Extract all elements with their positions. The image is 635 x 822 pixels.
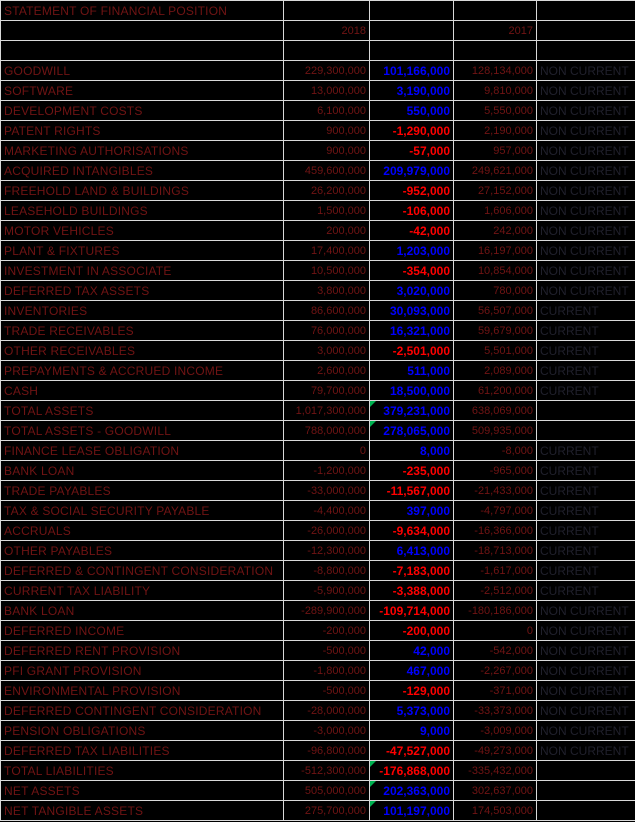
cell-value-2017[interactable]: 27,152,000 bbox=[454, 181, 537, 201]
cell-value-2018[interactable]: -8,800,000 bbox=[284, 561, 370, 581]
cell-row-label[interactable]: SOFTWARE bbox=[1, 81, 284, 101]
cell-value-2018[interactable]: -12,300,000 bbox=[284, 541, 370, 561]
cell-category[interactable] bbox=[537, 401, 635, 421]
cell-value-2018[interactable]: 900,000 bbox=[284, 141, 370, 161]
sheet-row bbox=[1, 301, 635, 321]
cell-value-2017[interactable]: -2,512,000 bbox=[454, 581, 537, 601]
cell-difference[interactable] bbox=[370, 21, 454, 41]
cell-category[interactable]: CURRENT bbox=[537, 481, 635, 501]
cell-difference[interactable]: 9,000 bbox=[370, 721, 454, 741]
sheet-row bbox=[1, 141, 635, 161]
cell-row-label[interactable]: TAX & SOCIAL SECURITY PAYABLE bbox=[1, 501, 284, 521]
cell-row-label[interactable]: ACQUIRED INTANGIBLES bbox=[1, 161, 284, 181]
sheet-row bbox=[1, 201, 635, 221]
sheet-row bbox=[1, 781, 635, 801]
cell-value-2017[interactable]: 59,679,000 bbox=[454, 321, 537, 341]
cell-value-2017[interactable]: -965,000 bbox=[454, 461, 537, 481]
cell-category[interactable]: CURRENT bbox=[537, 541, 635, 561]
cell-difference[interactable]: 6,413,000 bbox=[370, 541, 454, 561]
cell-difference[interactable] bbox=[370, 1, 454, 21]
cell-category[interactable]: NON CURRENT bbox=[537, 221, 635, 241]
cell-value-2018[interactable]: -5,900,000 bbox=[284, 581, 370, 601]
cell-value-2018[interactable]: -3,000,000 bbox=[284, 721, 370, 741]
cell-difference[interactable]: -9,634,000 bbox=[370, 521, 454, 541]
cell-difference[interactable]: 101,166,000 bbox=[370, 61, 454, 81]
sheet-row bbox=[1, 761, 635, 781]
cell-category[interactable]: CURRENT bbox=[537, 461, 635, 481]
sheet-row bbox=[1, 161, 635, 181]
cell-row-label[interactable]: DEFERRED & CONTINGENT CONSIDERATION bbox=[1, 561, 284, 581]
cell-difference[interactable]: -7,183,000 bbox=[370, 561, 454, 581]
sheet-row bbox=[1, 361, 635, 381]
cell-value-2017[interactable]: 249,621,000 bbox=[454, 161, 537, 181]
cell-value-2017[interactable]: -18,713,000 bbox=[454, 541, 537, 561]
sheet-row bbox=[1, 521, 635, 541]
sheet-row bbox=[1, 381, 635, 401]
cell-value-2017[interactable]: 2,089,000 bbox=[454, 361, 537, 381]
green-formula-triangle-icon bbox=[370, 801, 376, 807]
green-formula-triangle-icon bbox=[370, 781, 376, 787]
sheet-row bbox=[1, 61, 635, 81]
cell-row-label[interactable]: LEASEHOLD BUILDINGS bbox=[1, 201, 284, 221]
cell-category[interactable]: NON CURRENT bbox=[537, 181, 635, 201]
cell-difference[interactable]: -952,000 bbox=[370, 181, 454, 201]
cell-value-2017[interactable]: 638,069,000 bbox=[454, 401, 537, 421]
cell-category[interactable]: NON CURRENT bbox=[537, 61, 635, 81]
sheet-row bbox=[1, 1, 635, 21]
sheet-row bbox=[1, 81, 635, 101]
cell-value-2017[interactable]: -335,432,000 bbox=[454, 761, 537, 781]
cell-difference[interactable]: -42,000 bbox=[370, 221, 454, 241]
cell-value-2018[interactable]: -500,000 bbox=[284, 641, 370, 661]
cell-value-2017[interactable]: -180,186,000 bbox=[454, 601, 537, 621]
cell-row-label[interactable]: NET ASSETS bbox=[1, 781, 284, 801]
cell-category[interactable] bbox=[537, 781, 635, 801]
cell-value-2017[interactable]: 5,550,000 bbox=[454, 101, 537, 121]
sheet-row bbox=[1, 41, 635, 61]
sheet-row bbox=[1, 101, 635, 121]
sheet-row bbox=[1, 341, 635, 361]
cell-difference[interactable]: 379,231,000 bbox=[370, 401, 454, 421]
cell-row-label[interactable]: BANK LOAN bbox=[1, 461, 284, 481]
cell-row-label[interactable]: PATENT RIGHTS bbox=[1, 121, 284, 141]
sheet-row bbox=[1, 661, 635, 681]
sheet-row bbox=[1, 121, 635, 141]
cell-row-label[interactable]: TRADE PAYABLES bbox=[1, 481, 284, 501]
cell-difference[interactable]: 202,363,000 bbox=[370, 781, 454, 801]
cell-value-2017[interactable] bbox=[454, 1, 537, 21]
sheet-row bbox=[1, 581, 635, 601]
cell-category[interactable]: NON CURRENT bbox=[537, 661, 635, 681]
cell-row-label[interactable]: FINANCE LEASE OBLIGATION bbox=[1, 441, 284, 461]
cell-value-2017[interactable]: 0 bbox=[454, 621, 537, 641]
cell-value-2017[interactable]: 957,000 bbox=[454, 141, 537, 161]
cell-difference[interactable]: -235,000 bbox=[370, 461, 454, 481]
cell-value-2017[interactable]: -8,000 bbox=[454, 441, 537, 461]
cell-difference[interactable]: -106,000 bbox=[370, 201, 454, 221]
cell-value-2017[interactable]: -542,000 bbox=[454, 641, 537, 661]
cell-category[interactable]: CURRENT bbox=[537, 521, 635, 541]
cell-value-2017[interactable]: 10,854,000 bbox=[454, 261, 537, 281]
cell-difference[interactable]: 550,000 bbox=[370, 101, 454, 121]
cell-value-2018[interactable]: -28,000,000 bbox=[284, 701, 370, 721]
cell-difference[interactable]: 278,065,000 bbox=[370, 421, 454, 441]
sheet-row bbox=[1, 281, 635, 301]
cell-value-2018[interactable]: 788,000,000 bbox=[284, 421, 370, 441]
sheet-row bbox=[1, 681, 635, 701]
cell-row-label[interactable]: PENSION OBLIGATIONS bbox=[1, 721, 284, 741]
cell-value-2018[interactable]: -96,800,000 bbox=[284, 741, 370, 761]
cell-value-2017[interactable]: -1,617,000 bbox=[454, 561, 537, 581]
cell-row-label[interactable]: MARKETING AUTHORISATIONS bbox=[1, 141, 284, 161]
cell-row-label[interactable]: STATEMENT OF FINANCIAL POSITION bbox=[1, 1, 284, 21]
sheet-row bbox=[1, 421, 635, 441]
cell-value-2017[interactable]: 2017 bbox=[454, 21, 537, 41]
cell-difference[interactable]: 18,500,000 bbox=[370, 381, 454, 401]
cell-value-2017[interactable]: -21,433,000 bbox=[454, 481, 537, 501]
sheet-row bbox=[1, 261, 635, 281]
cell-difference[interactable]: -354,000 bbox=[370, 261, 454, 281]
cell-category[interactable]: CURRENT bbox=[537, 381, 635, 401]
cell-value-2018[interactable]: 459,600,000 bbox=[284, 161, 370, 181]
cell-value-2017[interactable]: 2,190,000 bbox=[454, 121, 537, 141]
cell-value-2017[interactable]: 242,000 bbox=[454, 221, 537, 241]
sheet-row bbox=[1, 601, 635, 621]
cell-value-2017[interactable]: 61,200,000 bbox=[454, 381, 537, 401]
cell-value-2018[interactable]: 2018 bbox=[284, 21, 370, 41]
cell-difference[interactable]: 511,000 bbox=[370, 361, 454, 381]
cell-difference[interactable]: 209,979,000 bbox=[370, 161, 454, 181]
sheet-row bbox=[1, 221, 635, 241]
cell-value-2017[interactable]: -4,797,000 bbox=[454, 501, 537, 521]
cell-value-2018[interactable]: 275,700,000 bbox=[284, 801, 370, 821]
cell-category[interactable]: CURRENT bbox=[537, 581, 635, 601]
cell-category[interactable]: NON CURRENT bbox=[537, 721, 635, 741]
cell-value-2018[interactable]: -200,000 bbox=[284, 621, 370, 641]
cell-difference[interactable]: 467,000 bbox=[370, 661, 454, 681]
cell-value-2018[interactable]: 2,600,000 bbox=[284, 361, 370, 381]
sheet-row bbox=[1, 721, 635, 741]
cell-value-2017[interactable]: -2,267,000 bbox=[454, 661, 537, 681]
cell-category[interactable]: CURRENT bbox=[537, 321, 635, 341]
cell-value-2017[interactable]: 1,606,000 bbox=[454, 201, 537, 221]
cell-category[interactable]: CURRENT bbox=[537, 441, 635, 461]
cell-value-2017[interactable]: 9,810,000 bbox=[454, 81, 537, 101]
cell-row-label[interactable]: TOTAL ASSETS - GOODWILL bbox=[1, 421, 284, 441]
cell-category[interactable]: CURRENT bbox=[537, 341, 635, 361]
sheet-row bbox=[1, 801, 635, 821]
cell-value-2017[interactable]: 128,134,000 bbox=[454, 61, 537, 81]
cell-difference[interactable]: 3,020,000 bbox=[370, 281, 454, 301]
cell-value-2018[interactable]: 1,017,300,000 bbox=[284, 401, 370, 421]
cell-row-label[interactable]: CURRENT TAX LIABILITY bbox=[1, 581, 284, 601]
cell-category[interactable]: CURRENT bbox=[537, 361, 635, 381]
sheet-row bbox=[1, 701, 635, 721]
cell-row-label[interactable] bbox=[1, 21, 284, 41]
cell-value-2018[interactable]: -289,900,000 bbox=[284, 601, 370, 621]
cell-value-2018[interactable] bbox=[284, 1, 370, 21]
cell-category[interactable]: NON CURRENT bbox=[537, 741, 635, 761]
cell-difference[interactable]: -11,567,000 bbox=[370, 481, 454, 501]
cell-value-2018[interactable]: 229,300,000 bbox=[284, 61, 370, 81]
cell-value-2018[interactable]: 900,000 bbox=[284, 121, 370, 141]
cell-row-label[interactable]: FREEHOLD LAND & BUILDINGS bbox=[1, 181, 284, 201]
cell-category[interactable]: NON CURRENT bbox=[537, 281, 635, 301]
cell-category[interactable] bbox=[537, 41, 635, 61]
cell-category[interactable]: NON CURRENT bbox=[537, 81, 635, 101]
cell-row-label[interactable]: DEFERRED CONTINGENT CONSIDERATION bbox=[1, 701, 284, 721]
cell-category[interactable]: NON CURRENT bbox=[537, 261, 635, 281]
green-formula-triangle-icon bbox=[370, 401, 376, 407]
cell-row-label[interactable]: INVENTORIES bbox=[1, 301, 284, 321]
cell-difference[interactable]: -47,527,000 bbox=[370, 741, 454, 761]
cell-row-label[interactable]: PFI GRANT PROVISION bbox=[1, 661, 284, 681]
sheet-row bbox=[1, 481, 635, 501]
cell-value-2018[interactable]: -1,200,000 bbox=[284, 461, 370, 481]
sheet-row bbox=[1, 561, 635, 581]
cell-category[interactable]: NON CURRENT bbox=[537, 201, 635, 221]
green-formula-triangle-icon bbox=[370, 421, 376, 427]
cell-value-2018[interactable]: -33,000,000 bbox=[284, 481, 370, 501]
sheet-row bbox=[1, 241, 635, 261]
cell-value-2017[interactable]: 780,000 bbox=[454, 281, 537, 301]
sheet-body bbox=[1, 1, 635, 821]
cell-category[interactable] bbox=[537, 421, 635, 441]
cell-category[interactable]: NON CURRENT bbox=[537, 641, 635, 661]
cell-value-2018[interactable] bbox=[284, 41, 370, 61]
cell-value-2017[interactable]: -33,373,000 bbox=[454, 701, 537, 721]
cell-value-2018[interactable]: -500,000 bbox=[284, 681, 370, 701]
cell-value-2018[interactable]: 76,000,000 bbox=[284, 321, 370, 341]
cell-category[interactable]: CURRENT bbox=[537, 501, 635, 521]
sheet-row bbox=[1, 741, 635, 761]
green-formula-triangle-icon bbox=[370, 761, 376, 767]
cell-row-label[interactable]: PREPAYMENTS & ACCRUED INCOME bbox=[1, 361, 284, 381]
cell-row-label[interactable]: ENVIRONMENTAL PROVISION bbox=[1, 681, 284, 701]
cell-category[interactable]: NON CURRENT bbox=[537, 241, 635, 261]
cell-row-label[interactable]: DEFERRED TAX ASSETS bbox=[1, 281, 284, 301]
cell-row-label[interactable]: ACCRUALS bbox=[1, 521, 284, 541]
cell-value-2018[interactable]: 200,000 bbox=[284, 221, 370, 241]
cell-difference[interactable]: 397,000 bbox=[370, 501, 454, 521]
sheet-row bbox=[1, 401, 635, 421]
cell-row-label[interactable]: GOODWILL bbox=[1, 61, 284, 81]
cell-category[interactable]: NON CURRENT bbox=[537, 621, 635, 641]
cell-category[interactable]: NON CURRENT bbox=[537, 161, 635, 181]
cell-category[interactable]: NON CURRENT bbox=[537, 601, 635, 621]
cell-difference[interactable] bbox=[370, 41, 454, 61]
cell-value-2017[interactable]: -3,009,000 bbox=[454, 721, 537, 741]
cell-value-2018[interactable]: 1,500,000 bbox=[284, 201, 370, 221]
cell-value-2017[interactable]: 5,501,000 bbox=[454, 341, 537, 361]
cell-difference[interactable]: 1,203,000 bbox=[370, 241, 454, 261]
cell-value-2018[interactable]: 86,600,000 bbox=[284, 301, 370, 321]
cell-category[interactable]: NON CURRENT bbox=[537, 141, 635, 161]
cell-category[interactable] bbox=[537, 801, 635, 821]
cell-value-2017[interactable]: -16,366,000 bbox=[454, 521, 537, 541]
cell-value-2018[interactable]: 3,800,000 bbox=[284, 281, 370, 301]
cell-value-2018[interactable]: 13,000,000 bbox=[284, 81, 370, 101]
cell-row-label[interactable]: TOTAL LIABILITIES bbox=[1, 761, 284, 781]
cell-row-label[interactable]: DEFERRED RENT PROVISION bbox=[1, 641, 284, 661]
cell-row-label[interactable]: NET TANGIBLE ASSETS bbox=[1, 801, 284, 821]
sheet-row bbox=[1, 461, 635, 481]
cell-category[interactable]: NON CURRENT bbox=[537, 701, 635, 721]
cell-category[interactable]: NON CURRENT bbox=[537, 681, 635, 701]
cell-value-2018[interactable]: 10,500,000 bbox=[284, 261, 370, 281]
cell-value-2017[interactable]: -49,273,000 bbox=[454, 741, 537, 761]
sheet-row bbox=[1, 541, 635, 561]
cell-row-label[interactable]: DEFERRED INCOME bbox=[1, 621, 284, 641]
sheet-row bbox=[1, 321, 635, 341]
cell-difference[interactable]: -176,868,000 bbox=[370, 761, 454, 781]
cell-value-2017[interactable]: 174,503,000 bbox=[454, 801, 537, 821]
cell-value-2017[interactable]: 509,935,000 bbox=[454, 421, 537, 441]
sheet-row bbox=[1, 441, 635, 461]
cell-difference[interactable]: -200,000 bbox=[370, 621, 454, 641]
cell-difference[interactable]: -57,000 bbox=[370, 141, 454, 161]
cell-category[interactable]: NON CURRENT bbox=[537, 121, 635, 141]
cell-category[interactable] bbox=[537, 1, 635, 21]
cell-value-2018[interactable]: -1,800,000 bbox=[284, 661, 370, 681]
cell-difference[interactable]: -129,000 bbox=[370, 681, 454, 701]
cell-category[interactable]: CURRENT bbox=[537, 561, 635, 581]
cell-category[interactable] bbox=[537, 21, 635, 41]
cell-value-2018[interactable]: 79,700,000 bbox=[284, 381, 370, 401]
cell-value-2018[interactable]: 6,100,000 bbox=[284, 101, 370, 121]
cell-difference[interactable]: 5,373,000 bbox=[370, 701, 454, 721]
sheet-row bbox=[1, 621, 635, 641]
cell-category[interactable]: CURRENT bbox=[537, 301, 635, 321]
cell-value-2018[interactable]: 26,200,000 bbox=[284, 181, 370, 201]
cell-difference[interactable]: 3,190,000 bbox=[370, 81, 454, 101]
cell-value-2018[interactable]: 17,400,000 bbox=[284, 241, 370, 261]
cell-row-label[interactable]: PLANT & FIXTURES bbox=[1, 241, 284, 261]
cell-difference[interactable]: -3,388,000 bbox=[370, 581, 454, 601]
cell-value-2018[interactable]: 0 bbox=[284, 441, 370, 461]
sheet-row bbox=[1, 181, 635, 201]
sheet-row bbox=[1, 501, 635, 521]
cell-row-label[interactable]: TRADE RECEIVABLES bbox=[1, 321, 284, 341]
cell-difference[interactable]: 16,321,000 bbox=[370, 321, 454, 341]
cell-row-label[interactable]: OTHER RECEIVABLES bbox=[1, 341, 284, 361]
sheet-row bbox=[1, 641, 635, 661]
cell-row-label[interactable] bbox=[1, 41, 284, 61]
cell-row-label[interactable]: DEVELOPMENT COSTS bbox=[1, 101, 284, 121]
sheet-row bbox=[1, 21, 635, 41]
cell-category[interactable] bbox=[537, 761, 635, 781]
cell-row-label[interactable]: OTHER PAYABLES bbox=[1, 541, 284, 561]
cell-row-label[interactable]: MOTOR VEHICLES bbox=[1, 221, 284, 241]
cell-category[interactable]: NON CURRENT bbox=[537, 101, 635, 121]
cell-row-label[interactable]: BANK LOAN bbox=[1, 601, 284, 621]
cell-value-2018[interactable]: -26,000,000 bbox=[284, 521, 370, 541]
cell-value-2017[interactable]: 302,637,000 bbox=[454, 781, 537, 801]
cell-value-2018[interactable]: -4,400,000 bbox=[284, 501, 370, 521]
cell-difference[interactable]: 42,000 bbox=[370, 641, 454, 661]
cell-value-2017[interactable]: 16,197,000 bbox=[454, 241, 537, 261]
cell-row-label[interactable]: INVESTMENT IN ASSOCIATE bbox=[1, 261, 284, 281]
cell-value-2018[interactable]: 3,000,000 bbox=[284, 341, 370, 361]
cell-value-2018[interactable]: 505,000,000 bbox=[284, 781, 370, 801]
cell-difference[interactable]: -1,290,000 bbox=[370, 121, 454, 141]
cell-row-label[interactable]: DEFERRED TAX LIABILITIES bbox=[1, 741, 284, 761]
cell-difference[interactable]: -109,714,000 bbox=[370, 601, 454, 621]
cell-value-2017[interactable]: -371,000 bbox=[454, 681, 537, 701]
cell-row-label[interactable]: TOTAL ASSETS bbox=[1, 401, 284, 421]
cell-difference[interactable]: 8,000 bbox=[370, 441, 454, 461]
cell-difference[interactable]: 30,093,000 bbox=[370, 301, 454, 321]
cell-difference[interactable]: 101,197,000 bbox=[370, 801, 454, 821]
cell-value-2018[interactable]: -512,300,000 bbox=[284, 761, 370, 781]
cell-difference[interactable]: -2,501,000 bbox=[370, 341, 454, 361]
cell-value-2017[interactable] bbox=[454, 41, 537, 61]
cell-row-label[interactable]: CASH bbox=[1, 381, 284, 401]
cell-value-2017[interactable]: 56,507,000 bbox=[454, 301, 537, 321]
